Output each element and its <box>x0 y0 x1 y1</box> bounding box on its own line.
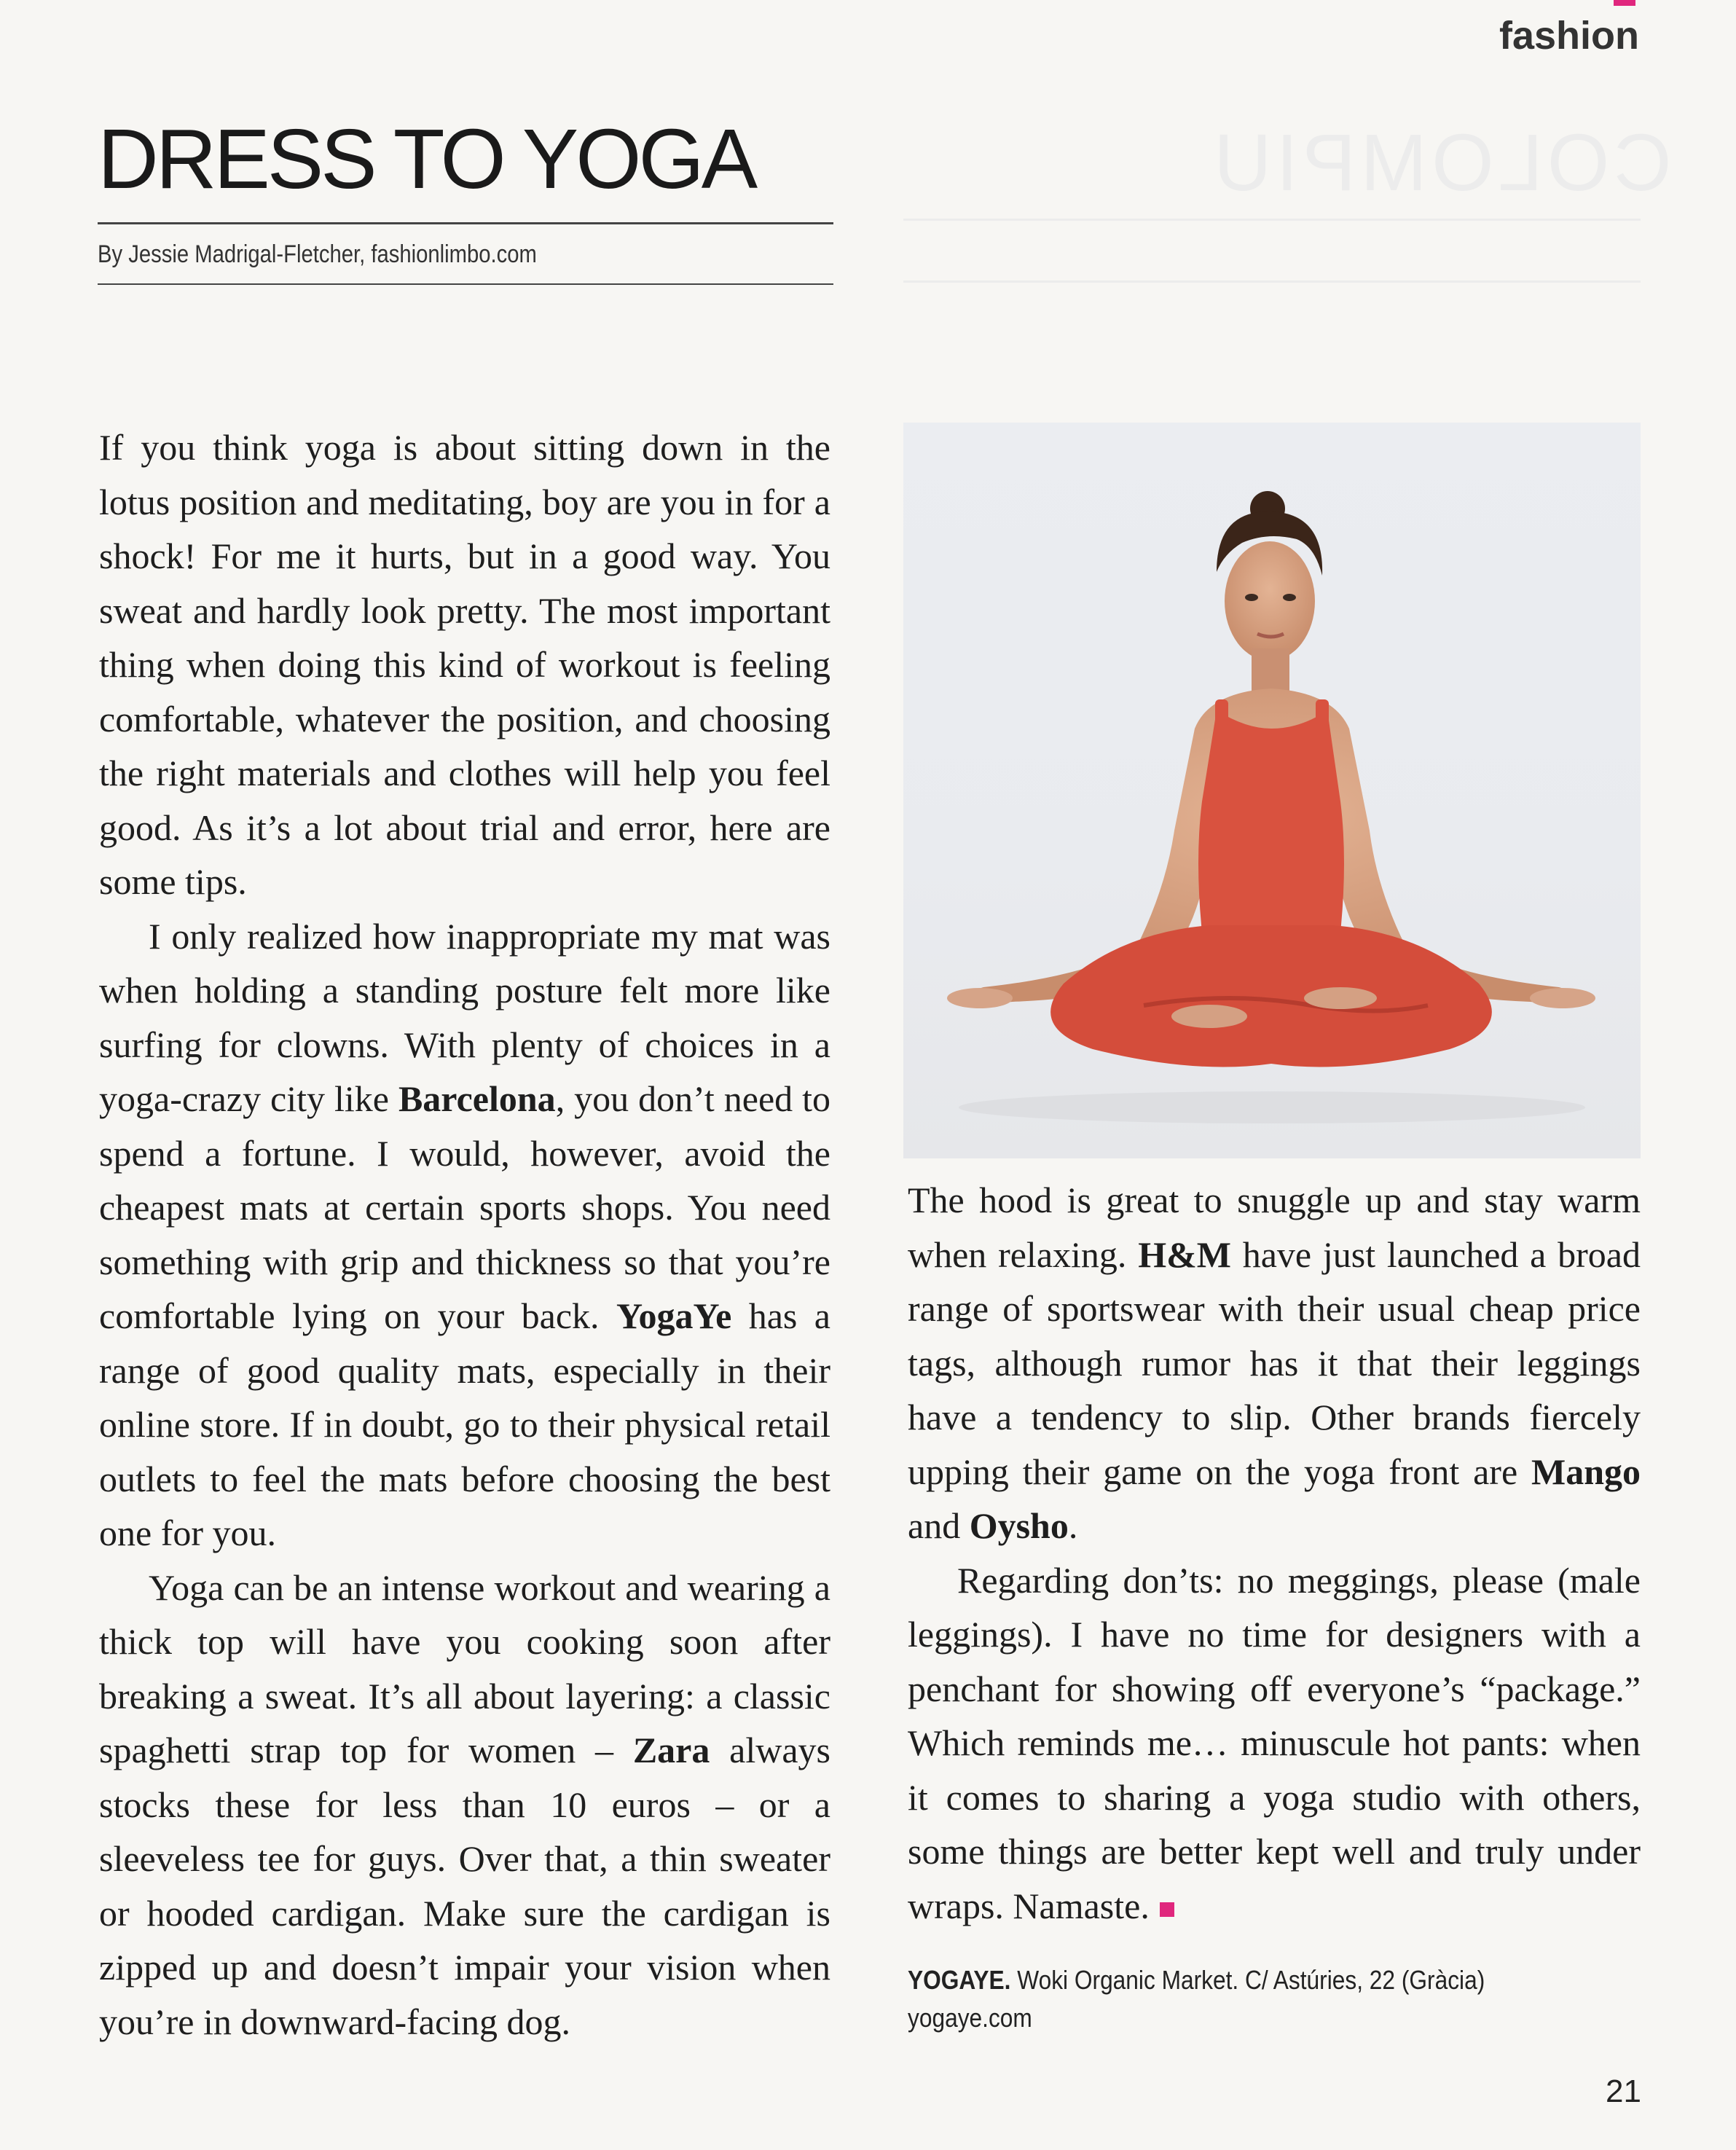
paragraph-text: Regarding don’ts: no meggings, please (male leggings). I have no time for designers with a penchant for showing off everyone’s “package.” Which reminds me… minuscule hot pants: when it comes to sharing a yoga studio with others, some things are better kept well and truly under wraps. Namaste. <box>908 1559 1641 1926</box>
paragraph-text: I only realized how inappropriate my mat was when holding a standing posture felt more like surfing for clowns. With plenty of choices in a yoga-crazy city like <box>99 915 830 1119</box>
city-name: Barcelona <box>398 1078 556 1119</box>
paragraph-donts <box>908 1553 1641 1934</box>
paragraph-layering <box>99 1561 830 2049</box>
woman-lotus-pose-illustration <box>903 423 1641 1158</box>
paragraph-text: and <box>908 1505 970 1546</box>
section-label: fashion <box>1499 14 1639 58</box>
brand-name: YogaYe <box>616 1295 732 1336</box>
paragraph-hood <box>908 1173 1641 1553</box>
venue-info <box>908 1961 1485 2037</box>
bleed-through-rule <box>903 280 1641 283</box>
yoga-photo <box>903 423 1641 1158</box>
paragraph-intro <box>99 420 830 909</box>
paragraph-text: . <box>1068 1505 1078 1546</box>
paragraph-text: If you think yoga is about sitting down in the lotus position and meditating, boy are you in for a shock! For me it hurts, but in a good way. You sweat and hardly look pretty. The most important thing when doing this kind of workout is feeling comfortable, whatever the position, and choosing the right materials and clothes will help you feel good. As it’s a lot about trial and error, here are some tips. <box>99 427 830 902</box>
title-rule <box>98 222 833 224</box>
venue-website: yogaye.com <box>908 2003 1032 2033</box>
paragraph-text: The hood is great to snuggle up and stay warm when relaxing. <box>908 1180 1641 1275</box>
end-of-article-mark <box>1160 1902 1174 1917</box>
article-column-left <box>99 420 830 2049</box>
bleed-through-rule <box>903 219 1641 221</box>
brand-name: Mango <box>1531 1451 1641 1492</box>
byline: By Jessie Madrigal-Fletcher, fashionlimbo.com <box>98 240 537 268</box>
brand-name: Zara <box>632 1730 710 1770</box>
paragraph-text: has a range of good quality mats, especially in their online store. If in doubt, go to their physical retail outlets to feel the mats before choosing the best one for you. <box>99 1295 830 1553</box>
paragraph-text: Yoga can be an intense workout and wearing a thick top will have you cooking soon after breaking a sweat. It’s all about layering: a classic spaghetti strap top for women – <box>99 1566 830 1770</box>
paragraph-text: have just launched a broad range of sportswear with their usual cheap price tags, although rumor has it that their leggings have a tendency to slip. Other brands fiercely upping their game on the yoga front are <box>908 1233 1641 1492</box>
paragraph-mats <box>99 909 830 1561</box>
article-column-right <box>908 1173 1641 1933</box>
venue-name: YOGAYE. <box>908 1965 1011 1995</box>
venue-address: Woki Organic Market. C/ Astúries, 22 (Gràcia) <box>1010 1965 1485 1995</box>
venue-line <box>908 1961 1485 1999</box>
paragraph-text: always stocks these for less than 10 euros – or a sleeveless tee for guys. Over that, a thin sweater or hooded cardigan. Make sure the cardigan is zipped up and doesn’t impair your vision when you’re in downward-facing dog. <box>99 1730 830 2042</box>
article-title: DRESS TO YOGA <box>98 111 755 206</box>
brand-name: H&M <box>1138 1233 1231 1275</box>
paragraph-text: , you don’t need to spend a fortune. I would, however, avoid the cheapest mats at certain sports shops. You need something with grip and thickness so that you’re comfortable lying on your back. <box>99 1078 830 1336</box>
bleed-through-ghost: COLOMPIU <box>1209 118 1672 208</box>
brand-name: Oysho <box>969 1505 1069 1546</box>
page-number: 21 <box>1606 2074 1641 2109</box>
section-accent-mark <box>1614 0 1635 6</box>
byline-rule <box>98 283 833 285</box>
